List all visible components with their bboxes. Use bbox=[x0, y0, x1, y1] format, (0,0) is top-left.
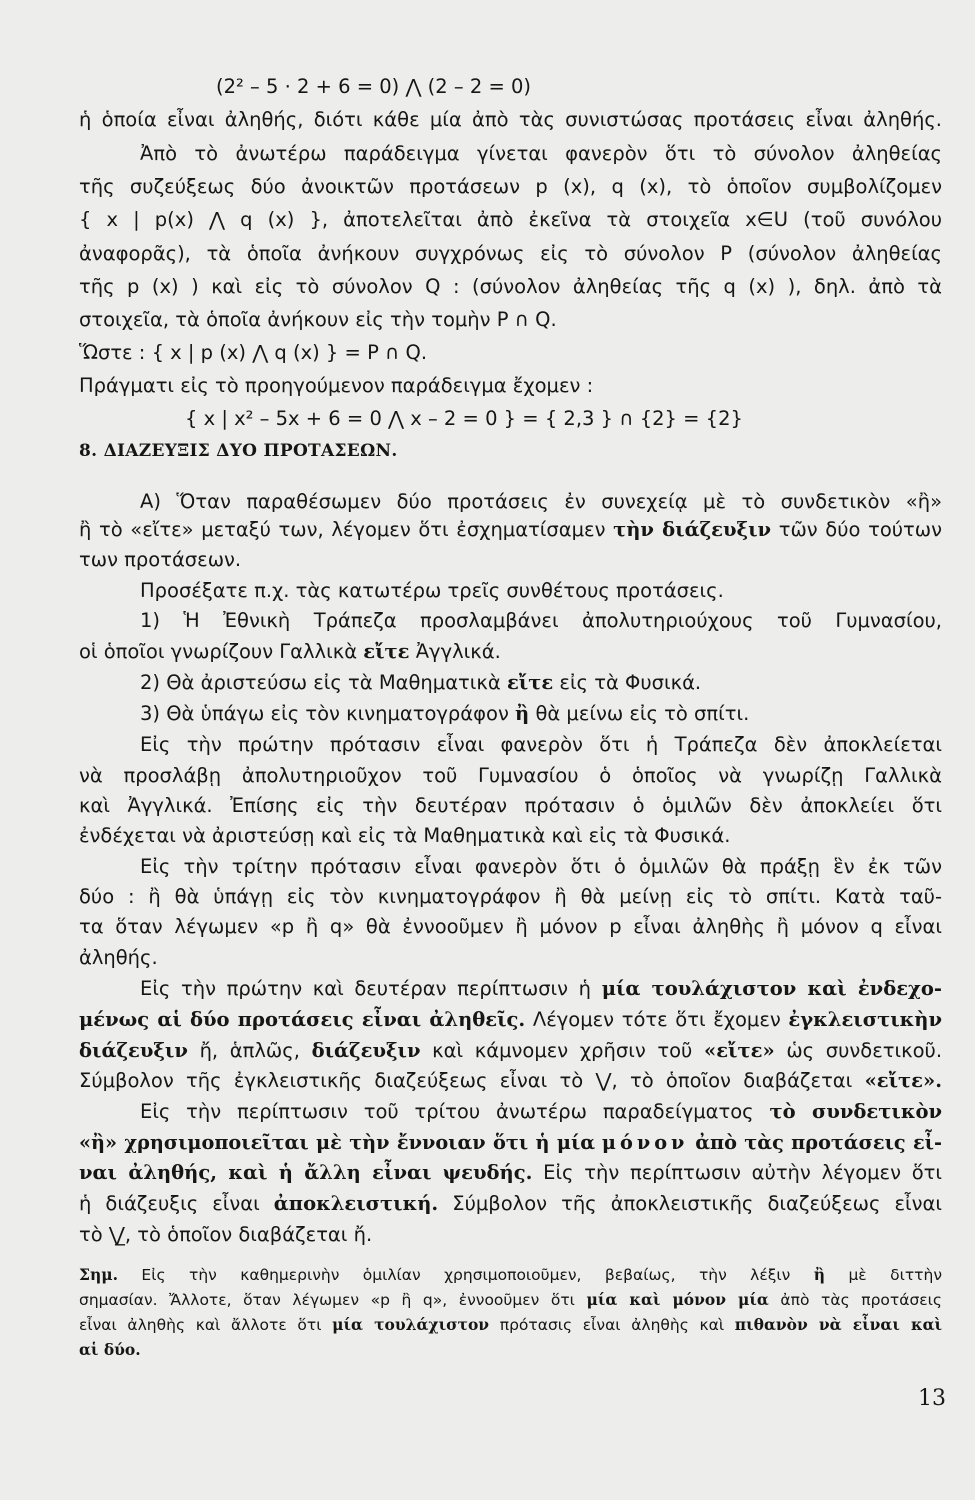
text-line: Σύμβολον τῆς ἐγκλειστικῆς διαζεύξεως εἶναι τὸ ⋁, τὸ ὁποῖον διαβάζεται «εἴτε». bbox=[79, 1069, 942, 1092]
text-line: Εἰς τὴν πρώτην καὶ δευτέραν περίπτωσιν ἡ μία τουλάχιστον καὶ ἐνδεχο- bbox=[140, 977, 942, 1000]
text-line: ἡ διάζευξις εἶναι ἀποκλειστική. Σύμβολον τῆς ἀποκλειστικῆς διαζεύξεως εἶναι bbox=[79, 1192, 943, 1215]
text-line: «ἢ» χρησιμοποιεῖται μὲ τὴν ἔννοιαν ὅτι ἡ μία μόνον ἀπὸ τὰς προτάσεις εἶ- bbox=[79, 1131, 942, 1154]
text-line: τῆς p (x) ) καὶ εἰς τὸ σύνολον Q : (σύνολον ἀληθείας τῆς q (x) ), δηλ. ἀπὸ τὰ bbox=[79, 275, 942, 298]
text-line: τα ὅταν λέγωμεν «p ἢ q» θὰ ἐννοοῦμεν ἢ μόνον p εἶναι ἀληθὴς ἢ μόνον q εἶναι bbox=[79, 915, 942, 938]
note-line: εἶναι ἀληθὴς καὶ ἄλλοτε ὅτι μία τουλάχιστον πρότασις εἶναι ἀληθὴς καὶ πιθανὸν νὰ εἶναι καὶ bbox=[79, 1315, 943, 1334]
note-line: αἱ δύο. bbox=[79, 1340, 141, 1359]
text-line: τὸ ⋁̲, τὸ ὁποῖον διαβάζεται ἤ. bbox=[79, 1223, 373, 1246]
text-line: οἱ ὁποῖοι γνωρίζουν Γαλλικὰ εἴτε Ἀγγλικά. bbox=[79, 640, 501, 663]
text-line: { x | p(x) ⋀ q (x) }, ἀποτελεῖται ἀπὸ ἐκεῖνα τὰ στοιχεῖα x∈U (τοῦ συνόλου bbox=[79, 208, 942, 231]
text-line: μένως αἱ δύο προτάσεις εἶναι ἀληθεῖς. Λέγομεν τότε ὅτι ἔχομεν ἐγκλειστικὴν bbox=[79, 1008, 942, 1031]
section-heading: 8. ΔΙΑΖΕΥΞΙΣ ΔΥΟ ΠΡΟΤΑΣΕΩΝ. bbox=[79, 441, 398, 461]
text-line: Πράγματι εἰς τὸ προηγούμενον παράδειγμα ἔχομεν : bbox=[79, 374, 594, 397]
text-line: Προσέξατε π.χ. τὰς κατωτέρω τρεῖς συνθέτους προτάσεις. bbox=[140, 579, 724, 602]
text-line: ναι ἀληθής, καὶ ἡ ἄλλη εἶναι ψευδής. Εἰς τὴν περίπτωσιν αὐτὴν λέγομεν ὅτι bbox=[79, 1161, 942, 1184]
equation-line: { x | x² – 5x + 6 = 0 ⋀ x – 2 = 0 } = { 2,3 } ∩ {2} = {2} bbox=[185, 407, 743, 430]
text-line: Εἰς τὴν περίπτωσιν τοῦ τρίτου ἀνωτέρω παραδείγματος τὸ συνδετικὸν bbox=[140, 1100, 942, 1123]
text-line: Εἰς τὴν πρώτην πρότασιν εἶναι φανερὸν ὅτι ἡ Τράπεζα δὲν ἀποκλείεται bbox=[140, 733, 942, 756]
text-line: διάζευξιν ἤ, ἁπλῶς, διάζευξιν καὶ κάμνομεν χρῆσιν τοῦ «εἴτε» ὡς συνδετικοῦ. bbox=[79, 1039, 943, 1062]
text-line: στοιχεῖα, τὰ ὁποῖα ἀνήκουν εἰς τὴν τομὴν P ∩ Q. bbox=[79, 308, 557, 331]
text-line: 3) Θὰ ὑπάγω εἰς τὸν κινηματογράφον ἢ θὰ μείνω εἰς τὸ σπίτι. bbox=[140, 702, 750, 725]
text-line: 2) Θὰ ἀριστεύσω εἰς τὰ Μαθηματικὰ εἴτε εἰς τὰ Φυσικά. bbox=[140, 671, 702, 694]
text-line: Ἀπὸ τὸ ἀνωτέρω παράδειγμα γίνεται φανερὸν ὅτι τὸ σύνολον ἀληθείας bbox=[140, 142, 942, 165]
text-line: Α) Ὅταν παραθέσωμεν δύο προτάσεις ἐν συνεχείᾳ μὲ τὸ συνδετικὸν «ἢ» bbox=[140, 490, 942, 513]
text-line: των προτάσεων. bbox=[79, 548, 242, 571]
text-line: ἢ τὸ «εἴτε» μεταξύ των, λέγομεν ὅτι ἐσχηματίσαμεν τὴν διάζευξιν τῶν δύο τούτων bbox=[79, 518, 942, 541]
equation-line: (2² – 5 · 2 + 6 = 0) ⋀ (2 – 2 = 0) bbox=[216, 75, 531, 98]
text-line: τῆς συζεύξεως δύο ἀνοικτῶν προτάσεων p (x), q (x), τὸ ὁποῖον συμβολίζομεν bbox=[79, 175, 942, 198]
text-line: ἀληθής. bbox=[79, 946, 158, 969]
note-line: σημασίαν. Ἄλλοτε, ὅταν λέγωμεν «p ἢ q», ἐννοοῦμεν ὅτι μία καὶ μόνον μία ἀπὸ τὰς προτάσεις bbox=[79, 1290, 942, 1309]
text-line: ἐνδέχεται νὰ ἀριστεύσῃ καὶ εἰς τὰ Μαθηματικὰ καὶ εἰς τὰ Φυσικά. bbox=[79, 824, 731, 847]
text-line: Εἰς τὴν τρίτην πρότασιν εἶναι φανερὸν ὅτι ὁ ὁμιλῶν θὰ πράξῃ ἓν ἐκ τῶν bbox=[140, 855, 942, 878]
page-number: 13 bbox=[918, 1386, 946, 1411]
text-line: ἡ ὁποία εἶναι ἀληθής, διότι κάθε μία ἀπὸ τὰς συνιστώσας προτάσεις εἶναι ἀληθής. bbox=[79, 108, 942, 131]
text-line: 1) Ἡ Ἐθνικὴ Τράπεζα προσλαμβάνει ἀπολυτηριούχους τοῦ Γυμνασίου, bbox=[140, 609, 942, 632]
text-line: δύο : ἢ θὰ ὑπάγῃ εἰς τὸν κινηματογράφον ἢ θὰ μείνῃ εἰς τὸ σπίτι. Κατὰ ταῦ- bbox=[79, 885, 942, 908]
note-line: Σημ. Εἰς τὴν καθημερινὴν ὁμιλίαν χρησιμοποιοῦμεν, βεβαίως, τὴν λέξιν ἢ μὲ διττὴν bbox=[79, 1265, 942, 1284]
text-line: νὰ προσλάβῃ ἀπολυτηριοῦχον τοῦ Γυμνασίου ὁ ὁποῖος νὰ γνωρίζῃ Γαλλικὰ bbox=[79, 764, 942, 787]
text-line: ἀναφορᾶς), τὰ ὁποῖα ἀνήκουν συγχρόνως εἰς τὸ σύνολον P (σύνολον ἀληθείας bbox=[79, 242, 942, 265]
text-line: καὶ Ἀγγλικά. Ἐπίσης εἰς τὴν δευτέραν πρότασιν ὁ ὁμιλῶν δὲν ἀποκλείει ὅτι bbox=[79, 794, 942, 817]
text-line: Ὥστε : { x | p (x) ⋀ q (x) } = P ∩ Q. bbox=[79, 341, 428, 364]
